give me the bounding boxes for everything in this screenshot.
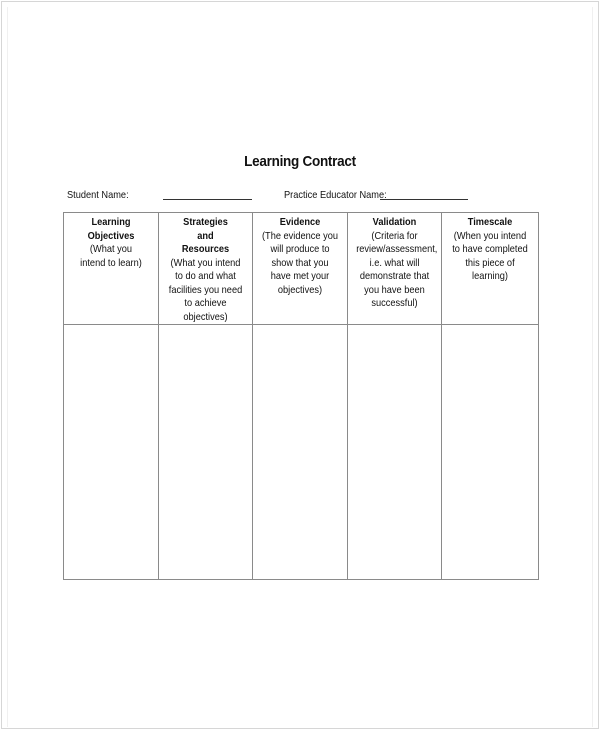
column-title: Evidence (279, 216, 321, 228)
table-header-row (64, 213, 539, 325)
cell-timescale[interactable] (442, 325, 539, 580)
column-description: (The evidence you will produce to show that you have met your objectives) (261, 229, 339, 296)
cell-learning-objectives[interactable] (64, 325, 159, 580)
column-description: (When you intend to have completed this piece of learning) (452, 229, 528, 282)
educator-name-field[interactable] (380, 199, 468, 200)
column-title: Timescale (467, 216, 513, 228)
table-row (64, 325, 539, 580)
cell-evidence[interactable] (253, 325, 348, 580)
column-header-learning-objectives (64, 213, 159, 325)
column-title: Learning Objectives (87, 216, 135, 242)
document-title: Learning Contract (244, 153, 356, 170)
column-description: (What you intend to do and what facilities you need to achieve objectives) (168, 256, 243, 323)
column-header-evidence (253, 213, 348, 325)
column-title: Strategies and Resources (181, 216, 230, 255)
educator-name-label: Practice Educator Name: (284, 189, 387, 201)
student-name-label: Student Name: (67, 189, 129, 201)
student-name-field[interactable] (163, 199, 252, 200)
column-header-validation (348, 213, 442, 325)
column-title: Validation (372, 216, 417, 228)
column-header-strategies-resources (159, 213, 253, 325)
cell-strategies-resources[interactable] (159, 325, 253, 580)
cell-validation[interactable] (348, 325, 442, 580)
column-header-timescale (442, 213, 539, 325)
column-description: (What you intend to learn) (80, 243, 142, 269)
column-description: (Criteria for review/assessment, i.e. what will demonstrate that you have been successful) (356, 229, 438, 309)
learning-contract-table (63, 212, 539, 580)
